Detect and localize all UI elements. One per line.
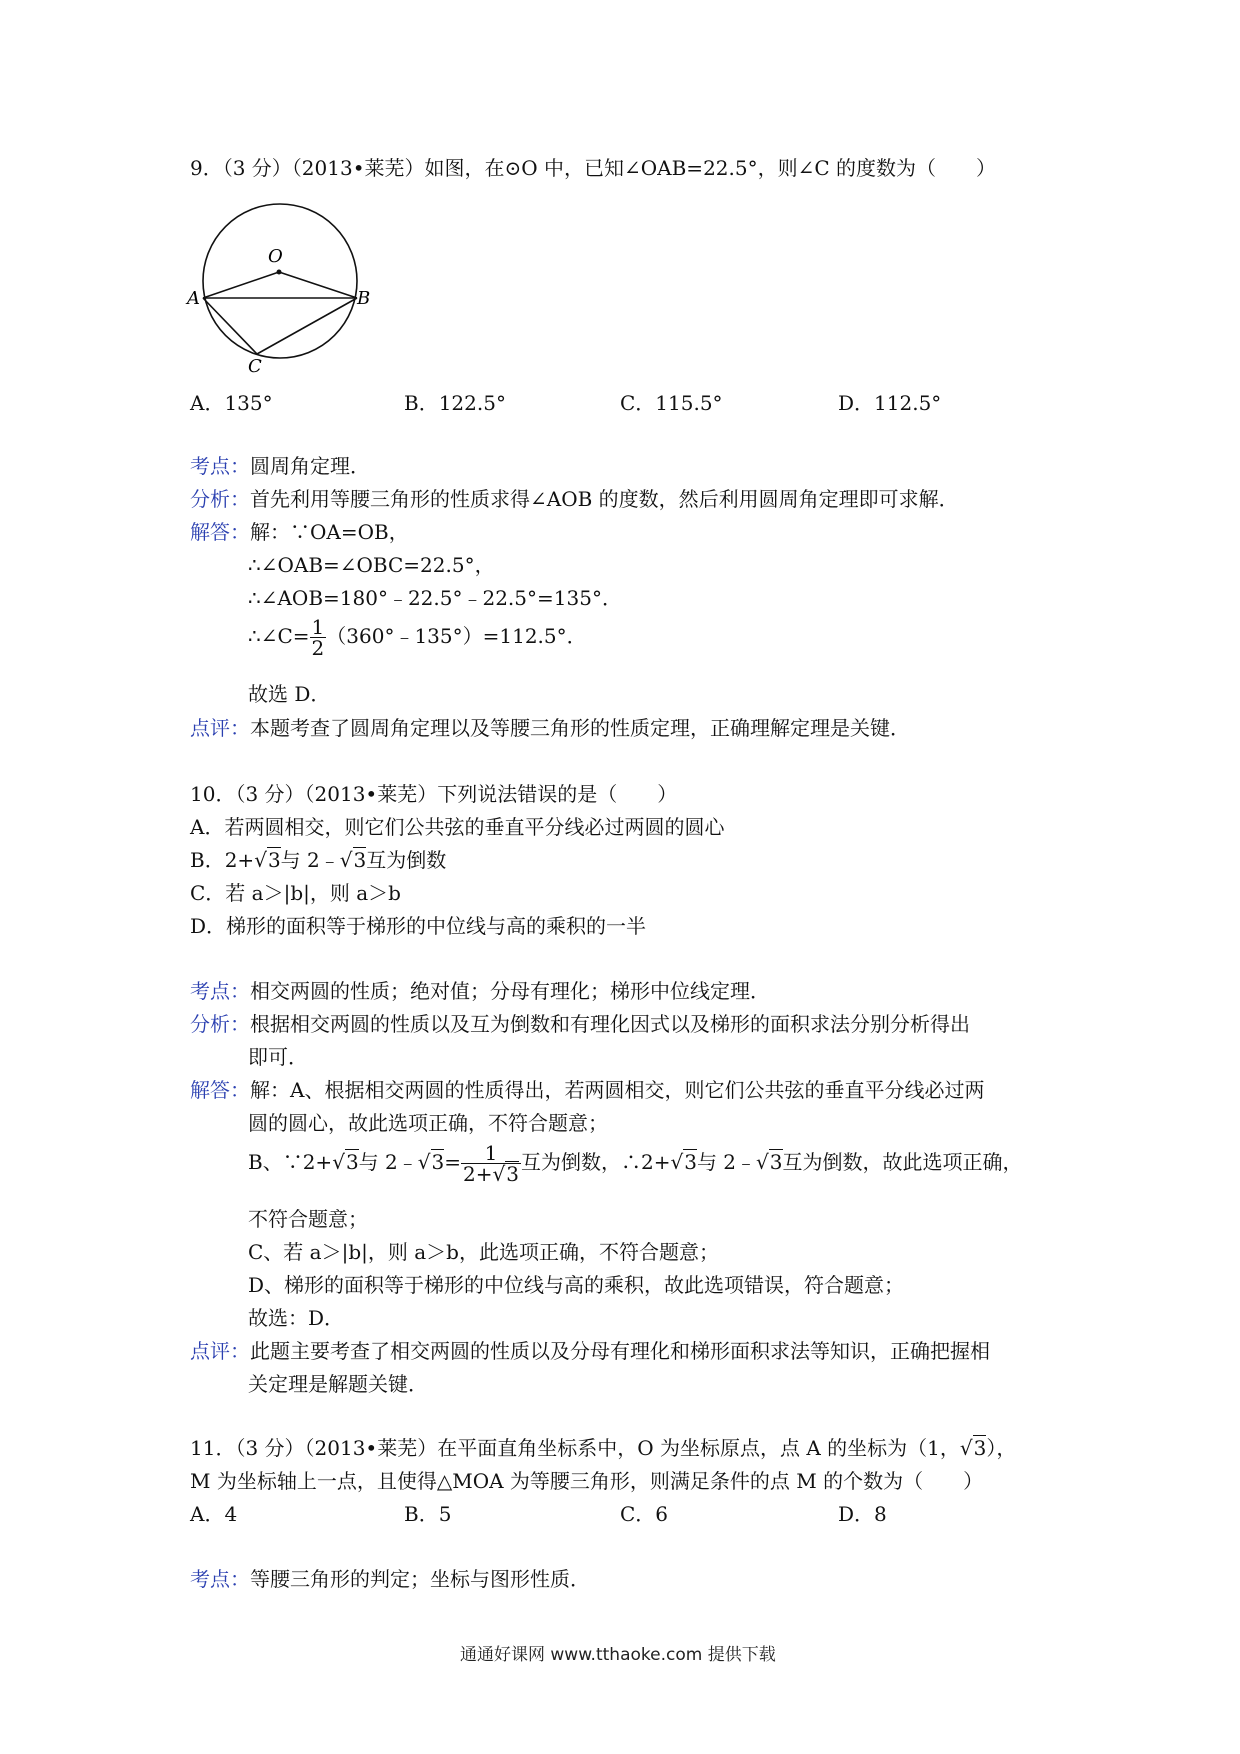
q9-fenxi bbox=[190, 483, 959, 512]
q9-kaodian bbox=[190, 450, 370, 479]
q10-fenxi-line-2: 即可． bbox=[248, 1045, 308, 1069]
q9-option-d: D．112.5° bbox=[838, 391, 942, 415]
jb-equals: = bbox=[444, 1150, 462, 1174]
sqrt-3: √3 bbox=[670, 1150, 697, 1174]
q10-jieda-line-4: 不符合题意； bbox=[248, 1207, 368, 1231]
sqrt-3: √3 bbox=[756, 1150, 783, 1174]
jb-text-1: B、∵2+ bbox=[248, 1150, 333, 1174]
label-a: A bbox=[187, 288, 200, 309]
jieda-label: 解答： bbox=[190, 520, 250, 544]
radicand: 3 bbox=[973, 1436, 987, 1460]
jb-text-5: 与 2﹣ bbox=[696, 1150, 757, 1174]
radicand: 3 bbox=[353, 848, 367, 872]
sqrt-3: √3 bbox=[254, 848, 281, 872]
jieda4-pre: ∴∠C= bbox=[248, 624, 310, 648]
jieda-line-1: 解：A、根据相交两圆的性质得出，若两圆相交，则它们公共弦的垂直平分线必过两 bbox=[250, 1078, 985, 1102]
q10-fenxi bbox=[190, 1008, 970, 1037]
q11-stem-text-a: 11．（3 分）（2013•莱芜）在平面直角坐标系中，O 为坐标原点，点 A 的坐标为（1， bbox=[190, 1436, 960, 1460]
fenxi-text: 首先利用等腰三角形的性质求得∠AOB 的度数，然后利用圆周角定理即可求解． bbox=[250, 487, 959, 511]
radicand: 3 bbox=[684, 1150, 697, 1174]
dianping-text: 本题考查了圆周角定理以及等腰三角形的性质定理，正确理解定理是关键． bbox=[250, 716, 910, 740]
radius-ob bbox=[279, 272, 357, 298]
label-o: O bbox=[268, 246, 283, 267]
fraction-num: 1 bbox=[461, 1143, 521, 1164]
label-b: B bbox=[357, 288, 371, 309]
fenxi-text-1: 根据相交两圆的性质以及互为倒数和有理化因式以及梯形的面积求法分别分析得出 bbox=[250, 1012, 970, 1036]
circle-o bbox=[203, 204, 357, 358]
q10-jieda-line-7: 故选：D． bbox=[248, 1306, 345, 1330]
q11-option-a: A．4 bbox=[190, 1502, 238, 1526]
fraction-half bbox=[310, 617, 327, 658]
page-footer: 通通好课网 www.tthaoke.com 提供下载 bbox=[460, 1645, 776, 1665]
q11-option-c: C．6 bbox=[620, 1502, 669, 1526]
q10-stem: 10．（3 分）（2013•莱芜）下列说法错误的是（ ） bbox=[190, 782, 678, 806]
jieda4-post: （360°﹣135°）=112.5°． bbox=[326, 624, 587, 648]
jb-text-2: 与 2﹣ bbox=[358, 1150, 418, 1174]
sqrt-3: √3 bbox=[492, 1162, 519, 1186]
sqrt-3: √3 bbox=[959, 1436, 987, 1460]
q9-jieda-line-3: ∴∠AOB=180°﹣22.5°﹣22.5°=135°． bbox=[248, 586, 622, 610]
chord-ac bbox=[203, 298, 257, 354]
label-c: C bbox=[248, 356, 262, 376]
radius-oa bbox=[203, 272, 279, 298]
kaodian-text: 圆周角定理． bbox=[250, 454, 370, 478]
q9-jieda-line-5: 故选 D． bbox=[248, 682, 331, 706]
q10-jieda-line-2: 圆的圆心，故此选项正确，不符合题意； bbox=[248, 1111, 608, 1135]
kaodian-text: 相交两圆的性质；绝对值；分母有理化；梯形中位线定理． bbox=[250, 979, 770, 1003]
dianping-text-1: 此题主要考查了相交两圆的性质以及分母有理化和梯形面积求法等知识，正确把握相 bbox=[250, 1339, 990, 1363]
q10-dianping bbox=[190, 1335, 990, 1364]
q11-option-d: D．8 bbox=[838, 1502, 887, 1526]
q9-option-b: B．122.5° bbox=[404, 391, 506, 415]
center-point bbox=[277, 270, 282, 275]
q11-stem-line-1 bbox=[190, 1432, 1016, 1461]
q9-option-a: A．135° bbox=[190, 391, 273, 415]
q10-option-c: C．若 a＞|b|，则 a＞b bbox=[190, 881, 401, 905]
radicand: 3 bbox=[431, 1150, 445, 1174]
q11-stem-text-b: ）， bbox=[986, 1436, 1017, 1460]
dianping-label: 点评： bbox=[190, 716, 250, 740]
q11-option-b: B．5 bbox=[404, 1502, 452, 1526]
q10-jieda-line-3 bbox=[248, 1143, 1023, 1184]
q9-stem: 9．（3 分）（2013•莱芜）如图，在⊙O 中，已知∠OAB=22.5°，则∠C 的度数为（ ） bbox=[190, 156, 997, 180]
q10-option-b bbox=[190, 844, 446, 873]
kaodian-label: 考点： bbox=[190, 454, 250, 478]
q9-jieda-line-4 bbox=[248, 617, 587, 658]
fenxi-label: 分析： bbox=[190, 487, 250, 511]
optb-text-2: 与 2﹣ bbox=[280, 848, 340, 872]
q11-kaodian bbox=[190, 1563, 590, 1592]
sqrt-3: √3 bbox=[339, 848, 367, 872]
radicand: 3 bbox=[345, 1150, 359, 1174]
sqrt-3: √3 bbox=[332, 1150, 359, 1174]
jb-text-6: 互为倒数，故此选项正确， bbox=[782, 1150, 1023, 1174]
fraction-den bbox=[461, 1164, 521, 1184]
q10-option-a: A．若两圆相交，则它们公共弦的垂直平分线必过两圆的圆心 bbox=[190, 815, 725, 839]
optb-text-3: 互为倒数 bbox=[366, 848, 447, 872]
q10-option-d: D．梯形的面积等于梯形的中位线与高的乘积的一半 bbox=[190, 914, 647, 938]
radicand: 3 bbox=[506, 1162, 519, 1186]
dianping-label: 点评： bbox=[190, 1339, 250, 1363]
jieda-label: 解答： bbox=[190, 1078, 250, 1102]
fraction-reciprocal bbox=[461, 1143, 521, 1184]
jb-text-4: 互为倒数，∴2+ bbox=[520, 1150, 671, 1174]
radicand: 3 bbox=[769, 1150, 783, 1174]
q10-kaodian bbox=[190, 975, 770, 1004]
q10-jieda bbox=[190, 1074, 984, 1103]
optb-text-1: B．2+ bbox=[190, 848, 255, 872]
fraction-den: 2 bbox=[311, 636, 325, 660]
fenxi-label: 分析： bbox=[190, 1012, 250, 1036]
kaodian-text: 等腰三角形的判定；坐标与图形性质． bbox=[250, 1567, 590, 1591]
q9-jieda-line-2: ∴∠OAB=∠OBC=22.5°， bbox=[248, 553, 495, 577]
kaodian-label: 考点： bbox=[190, 1567, 250, 1591]
den-pre: 2+ bbox=[463, 1162, 493, 1186]
q9-option-c: C．115.5° bbox=[620, 391, 723, 415]
jieda-line-1: 解：∵OA=OB， bbox=[250, 520, 409, 544]
q9-circle-figure bbox=[180, 196, 380, 376]
q10-jieda-line-6: D、梯形的面积等于梯形的中位线与高的乘积，故此选项错误，符合题意； bbox=[248, 1273, 905, 1297]
fraction-num: 1 bbox=[311, 615, 325, 639]
q9-dianping bbox=[190, 712, 910, 741]
q10-dianping-line-2: 关定理是解题关键． bbox=[248, 1372, 428, 1396]
q10-jieda-line-5: C、若 a＞|b|，则 a＞b，此选项正确，不符合题意； bbox=[248, 1240, 719, 1264]
q9-jieda bbox=[190, 516, 409, 545]
q11-stem-line-2: M 为坐标轴上一点，且使得△MOA 为等腰三角形，则满足条件的点 M 的个数为（ ） bbox=[190, 1469, 984, 1493]
kaodian-label: 考点： bbox=[190, 979, 250, 1003]
radicand: 3 bbox=[267, 848, 281, 872]
sqrt-3: √3 bbox=[417, 1150, 445, 1174]
